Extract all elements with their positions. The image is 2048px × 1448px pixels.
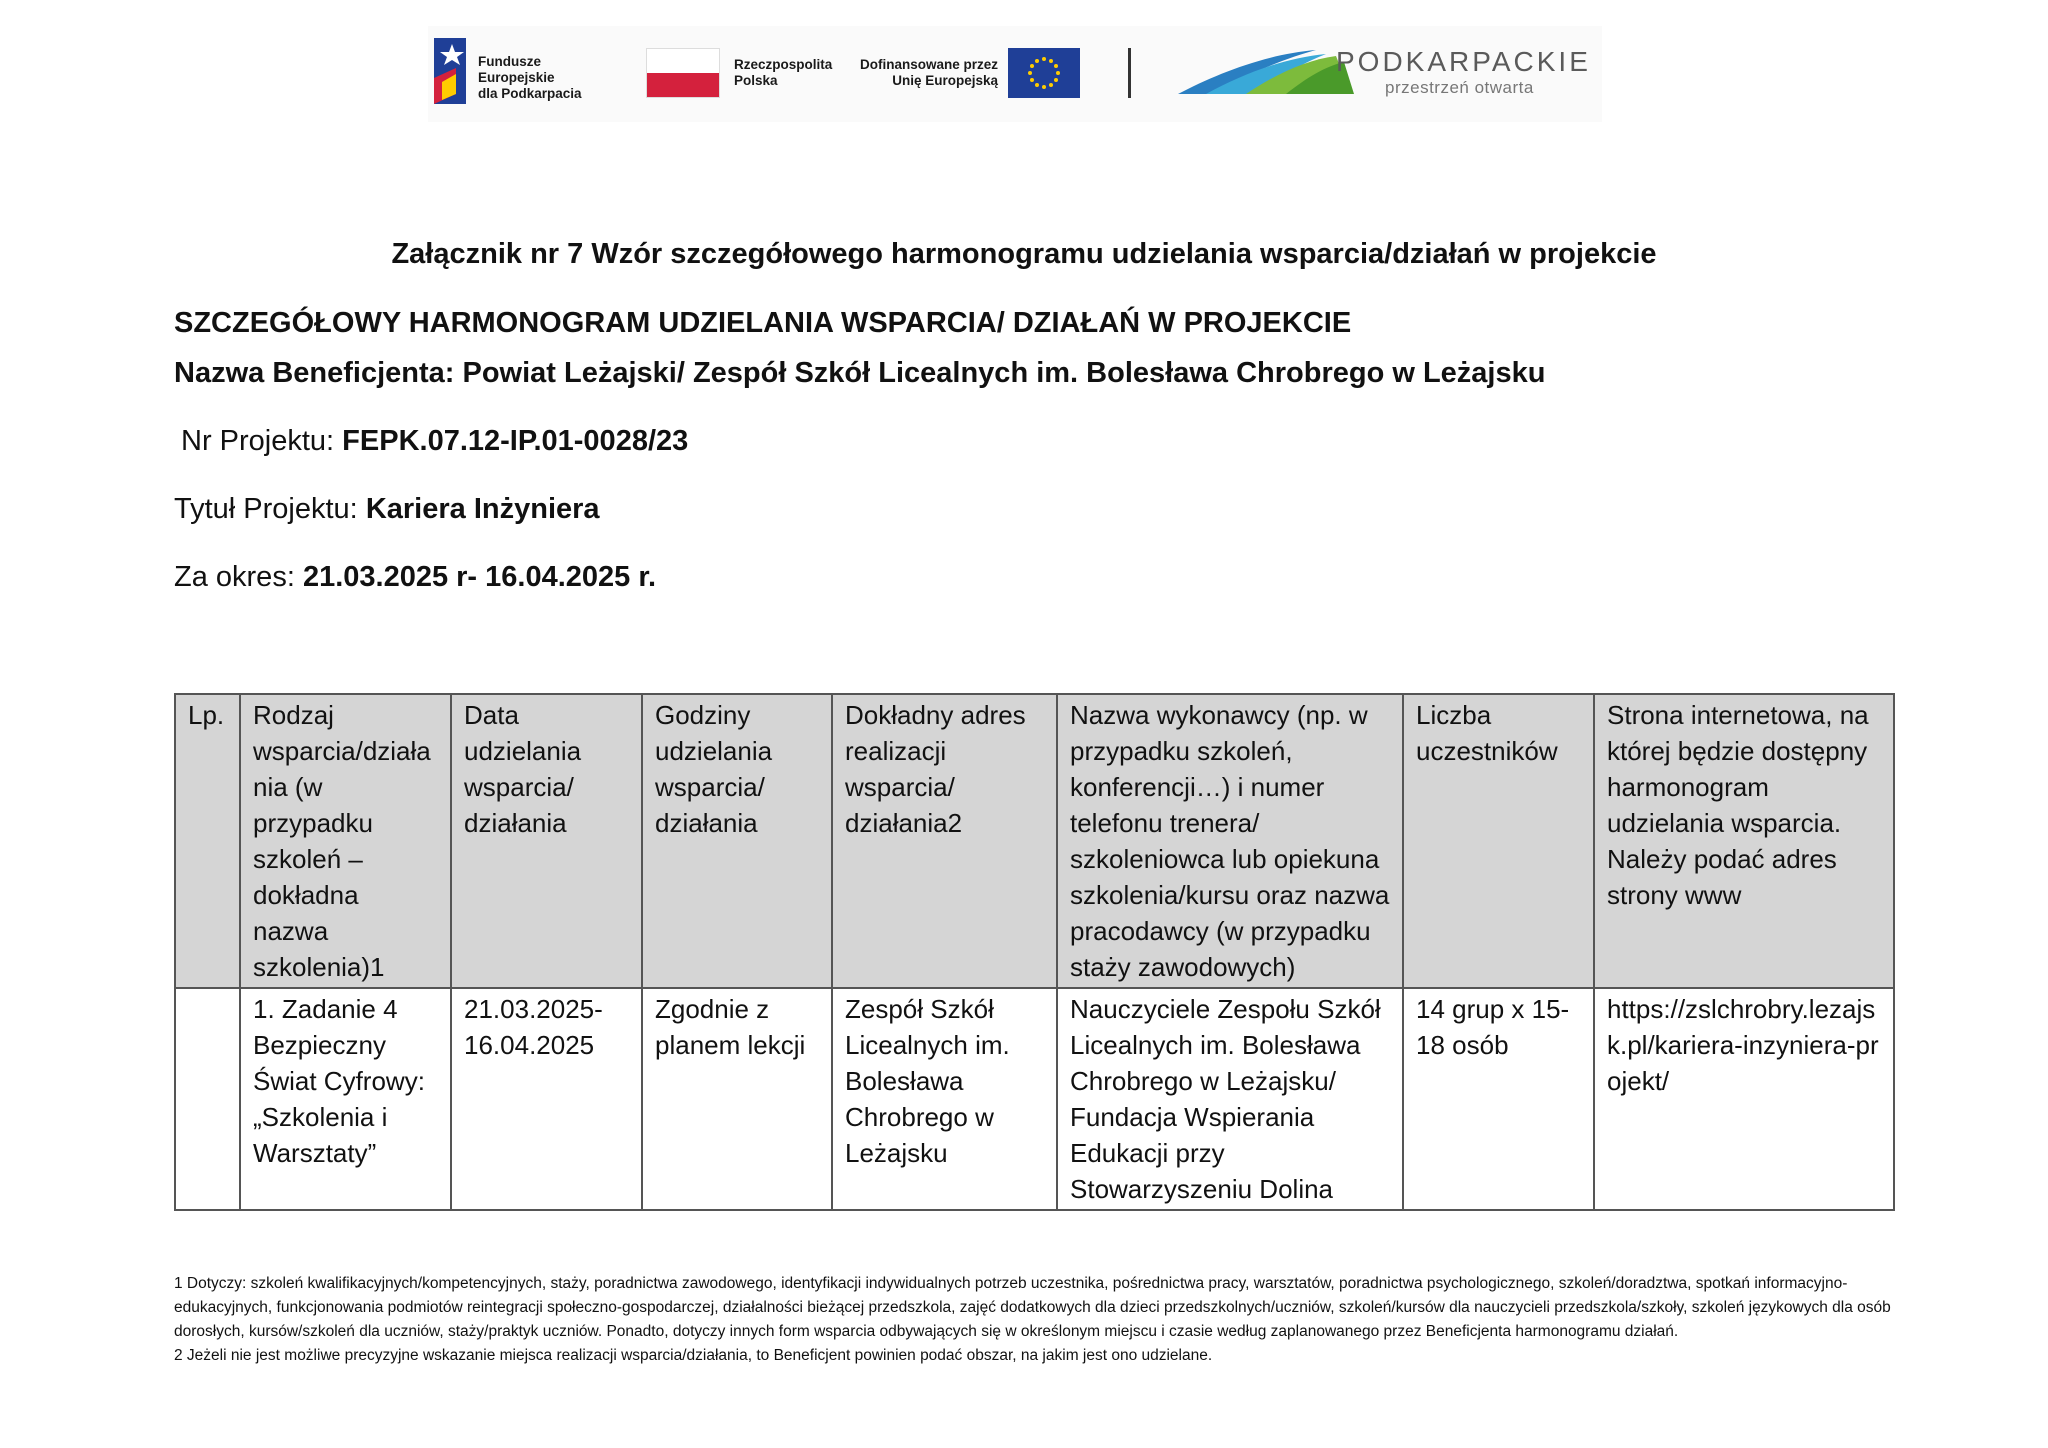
fe-line1: Fundusze Europejskie (478, 54, 555, 85)
cell-address: Zespół Szkół Licealnych im. Bolesława Chrobrego w Leżajsku (832, 988, 1057, 1210)
attachment-title: Załącznik nr 7 Wzór szczegółowego harmonogramu udzielania wsparcia/działań w projekcie (391, 238, 1657, 270)
podkarpackie-hills-icon (1176, 44, 1356, 96)
rp-line2: Polska (734, 73, 778, 88)
schedule-heading: SZCZEGÓŁOWY HARMONOGRAM UDZIELANIA WSPARCIA/ DZIAŁAŃ W PROJEKCIE (174, 307, 1352, 339)
eu-cofinanced-text (858, 57, 998, 89)
schedule-table (174, 693, 1895, 1211)
project-number (181, 424, 688, 458)
eu-line1: Dofinansowane przez (859, 57, 998, 72)
header-support-type: Rodzaj wsparcia/działania (w przypadku szkoleń – dokładna nazwa szkolenia)1 (240, 694, 451, 988)
cell-lp (175, 988, 240, 1210)
cell-date: 21.03.2025-16.04.2025 (451, 988, 642, 1210)
reporting-period-label: Za okres: (174, 561, 303, 593)
header-date: Data udzielania wsparcia/ działania (451, 694, 642, 988)
header-participants: Liczba uczestników (1403, 694, 1594, 988)
polish-flag-icon (646, 48, 720, 98)
fe-line2: dla Podkarpacia (478, 86, 582, 101)
reporting-period (174, 560, 656, 594)
beneficiary-name: Nazwa Beneficjenta: Powiat Leżajski/ Zespół Szkół Licealnych im. Bolesława Chrobrego w Leżajsku (174, 357, 1546, 389)
table-row (175, 988, 1894, 1210)
fe-star-icon (434, 38, 466, 104)
logo-divider (1128, 48, 1131, 98)
fundusze-europejskie-logo (434, 38, 619, 104)
cell-hours: Zgodnie z planem lekcji (642, 988, 832, 1210)
cell-website[interactable]: https://zslchrobry.lezajsk.pl/kariera-inzyniera-projekt/ (1594, 988, 1894, 1210)
cell-contractor: Nauczyciele Zespołu Szkół Licealnych im. Bolesława Chrobrego w Leżajsku/ Fundacja Wspierania Edukacji przy Stowarzyszeniu Dolina (1057, 988, 1403, 1210)
rzeczpospolita-logo-text (734, 57, 832, 89)
footnote-2: 2 Jeżeli nie jest możliwe precyzyjne wskazanie miejsca realizacji wsparcia/działania, to Beneficjent powinien podać obszar, na jakim jest ono udzielane. (174, 1347, 1213, 1364)
project-title-value: Kariera Inżyniera (365, 493, 600, 525)
cell-support-type: 1. Zadanie 4 Bezpieczny Świat Cyfrowy: „Szkolenia i Warsztaty” (240, 988, 451, 1210)
rp-line1: Rzeczpospolita (734, 57, 833, 72)
header-address: Dokładny adres realizacji wsparcia/ działania2 (832, 694, 1057, 988)
project-title-label: Tytuł Projektu: (174, 493, 366, 525)
project-number-label: Nr Projektu: (181, 425, 343, 457)
eu-flag-icon (1008, 48, 1080, 98)
footnote-1: 1 Dotyczy: szkoleń kwalifikacyjnych/kompetencyjnych, staży, poradnictwa zawodowego, identyfikacji indywidualnych potrzeb uczestnika, pośrednictwa pracy, warsztatów, poradnictwa psychologicznego, szkoleń/doradztwa, spotkań informacyjno-edukacyjnych, funkcjonowania podmiotów reintegracji społeczno-gospodarczej, działalności bieżącej przedszkola, zajęć dodatkowych dla dzieci przedszkolnych/uczniów, szkoleń/kursów dla nauczycieli przedszkola/szkoły, szkoleń językowych dla osób dorosłych, kursów/szkoleń dla uczniów, staży/praktyk uczniów. Ponadto, dotyczy innych form wsparcia odbywających się w określonym miejscu i czasie według zaplanowanego przez Beneficjenta harmonogramu działań. (174, 1275, 1891, 1340)
cell-participants: 14 grup x 15-18 osób (1403, 988, 1594, 1210)
project-number-value: FEPK.07.12-IP.01-0028/23 (342, 425, 689, 457)
podkarpackie-name: PODKARPACKIE (1336, 46, 1591, 77)
eu-line2: Unię Europejską (892, 73, 998, 88)
footnotes (174, 1272, 1894, 1368)
header-lp: Lp. (175, 694, 240, 988)
header-website: Strona internetowa, na której będzie dostępny harmonogram udzielania wsparcia. Należy podać adres strony www (1594, 694, 1894, 988)
table-header-row (175, 694, 1894, 988)
header-hours: Godziny udzielania wsparcia/ działania (642, 694, 832, 988)
project-title (174, 492, 600, 526)
reporting-period-value: 21.03.2025 r- 16.04.2025 r. (302, 561, 657, 593)
header-contractor: Nazwa wykonawcy (np. w przypadku szkoleń, konferencji…) i numer telefonu trenera/ szkoleniowca lub opiekuna szkolenia/kursu oraz nazwa pracodawcy (w przypadku staży zawodowych) (1057, 694, 1403, 988)
podkarpackie-tagline: przestrzeń otwarta (1385, 78, 1534, 97)
